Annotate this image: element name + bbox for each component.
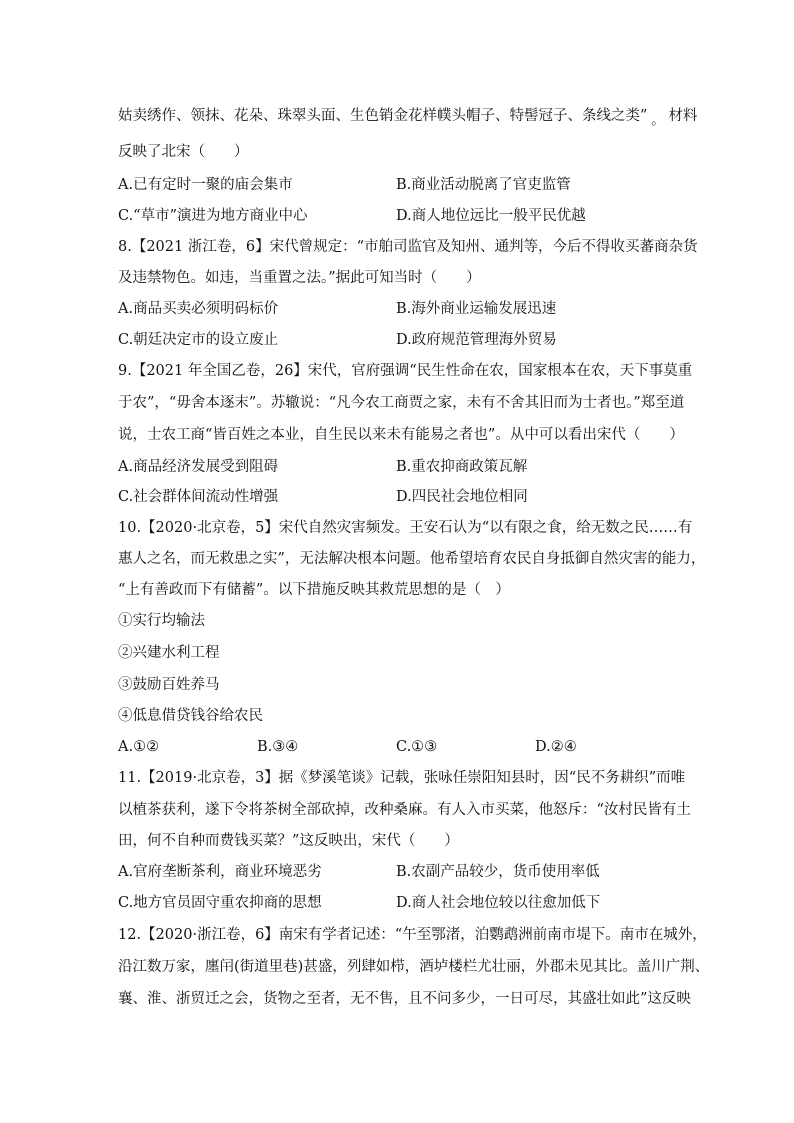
q11-stem-line3: 田，何不自种而费钱买菜？”这反映出，宋代（ ） xyxy=(118,833,459,849)
q9-stem-line1: 9.【2021 年全国乙卷，26】宋代，官府强调“民生性命在农，国家根本在农，天下事莫重 xyxy=(118,363,693,379)
q12-stem-line1: 12.【2020·浙江卷，6】南宋有学者记述：“午至鄂渚，泊鹦鹉洲前南市堤下。南市在城外， xyxy=(118,927,707,943)
q8-option-a: A.商品买卖必须明码标价 xyxy=(118,301,279,317)
q11-option-a: A.官府垄断茶利，商业环境恶劣 xyxy=(118,864,322,880)
q7-option-b: B.商业活动脱离了官吏监管 xyxy=(396,177,571,193)
q11-option-c: C.地方官员固守重农抑商的思想 xyxy=(118,895,322,911)
q12-stem-line2: 沿江数万家，廛闬(街道里巷)甚盛，列肆如栉，酒垆楼栏尤壮丽，外郡未见其比。盖川广荆、 xyxy=(118,959,710,975)
q11-option-b: B.农副产品较少，货币使用率低 xyxy=(396,864,600,880)
q9-option-a: A.商品经济发展受到阻碍 xyxy=(118,459,279,475)
q10-option-d: D.②④ xyxy=(535,739,577,755)
q10-stem-line3: “上有善政而下有储蓄”。以下措施反映其救荒思想的是（ ） xyxy=(118,582,510,598)
q10-item-1: ①实行均输法 xyxy=(118,613,205,629)
q7-option-a: A.已有定时一聚的庙会集市 xyxy=(118,177,293,193)
q7-stem-line1 xyxy=(118,106,697,127)
q10-item-3: ③鼓励百姓养马 xyxy=(118,677,220,693)
q11-stem-line2: 以植茶获利，遂下令将茶树全部砍掉，改种桑麻。有人入市买菜，他怒斥：“汝村民皆有土 xyxy=(118,802,691,818)
q7-stem-line2: 反映了北宋（ ） xyxy=(118,144,249,160)
q10-stem-line2: 惠人之名，而无救患之实”，无法解决根本问题。他希望培育农民自身抵御自然灾害的能力， xyxy=(118,551,706,567)
q11-stem-line1: 11.【2019·北京卷，3】据《梦溪笔谈》记载，张咏任崇阳知县时，因“民不务耕织”而唯 xyxy=(118,770,686,786)
q8-option-d: D.政府规范管理海外贸易 xyxy=(396,332,557,348)
q10-option-c: C.①③ xyxy=(396,739,438,755)
q7-stem-line1-text: 姑卖绣作、领抹、花朵、珠翠头面、生色销金花样幞头帽子、特髻冠子、条线之类” xyxy=(118,108,648,124)
q10-option-a: A.①② xyxy=(118,739,160,755)
q8-option-b: B.海外商业运输发展迅速 xyxy=(396,301,557,317)
q10-stem-line1: 10.【2020·北京卷，5】宋代自然灾害频发。王安石认为“以有限之食，给无数之民……有 xyxy=(118,520,693,536)
q9-stem-line2: 于农”，“毋舍本逐末”。苏辙说：“凡今农工商贾之家，未有不舍其旧而为士者也。”郑至道 xyxy=(118,395,685,411)
q8-stem-line1: 8.【2021 浙江卷，6】宋代曾规定：“市舶司监官及知州、通判等，今后不得收买蕃商杂货 xyxy=(118,239,698,255)
q8-option-c: C.朝廷决定市的设立废止 xyxy=(118,332,279,348)
q9-option-d: D.四民社会地位相同 xyxy=(396,489,528,505)
q10-option-b: B.③④ xyxy=(257,739,299,755)
q7-stem-line1-end: 材料 xyxy=(668,108,698,124)
q10-item-2: ②兴建水利工程 xyxy=(118,645,220,661)
q7-option-d: D.商人地位远比一般平民优越 xyxy=(396,208,586,224)
q9-option-b: B.重农抑商政策瓦解 xyxy=(396,459,528,475)
q11-option-d: D.商人社会地位较以往愈加低下 xyxy=(396,895,601,911)
q9-option-c: C.社会群体间流动性增强 xyxy=(118,489,279,505)
q8-stem-line2: 及违禁物色。如违，当重置之法。”据此可知当时（ ） xyxy=(118,270,481,286)
q9-stem-line3: 说，士农工商“皆百姓之本业，自生民以来未有能易之者也”。从中可以看出宋代（ ） xyxy=(118,427,684,443)
q7-option-c: C.“草市”演进为地方商业中心 xyxy=(118,208,308,224)
q10-item-4: ④低息借贷钱谷给农民 xyxy=(118,708,263,724)
q12-stem-line3: 襄、淮、浙贸迁之会，货物之至者，无不售，且不问多少，一日可尽，其盛壮如此”这反映 xyxy=(118,991,691,1007)
q7-stem-line1-dot: 。 xyxy=(651,113,665,128)
